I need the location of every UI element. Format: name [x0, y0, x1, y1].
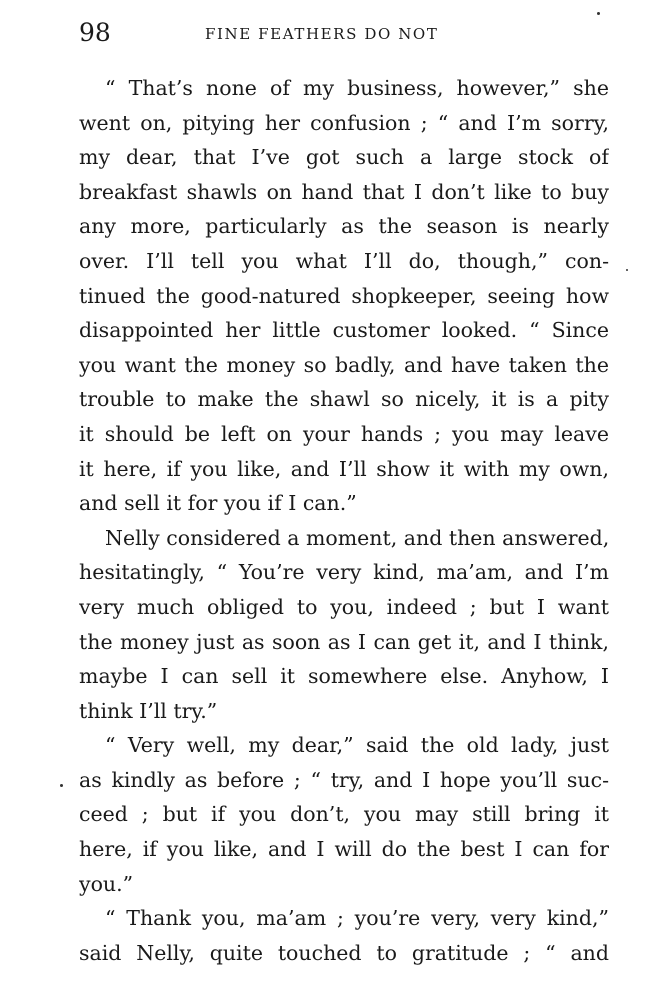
print-speck [60, 784, 63, 787]
text-line: “ Very well, my dear,” said the old lady, just [105, 733, 609, 758]
text-line: here, if you like, and I will do the best I can for [79, 837, 609, 862]
text-line: ceed ; but if you don’t, you may still bring it [79, 802, 609, 827]
text-line: think I’ll try.” [79, 698, 218, 723]
text-line: the money just as soon as I can get it, and I think, [79, 629, 609, 654]
print-speck [597, 12, 600, 15]
text-line: my dear, that I’ve got such a large stock of [79, 145, 609, 170]
text-line: as kindly as before ; “ try, and I hope you’ll suc- [79, 767, 609, 792]
text-line: you.” [79, 871, 134, 896]
text-line: over. I’ll tell you what I’ll do, though,” con- [79, 248, 609, 273]
text-line: “ Thank you, ma’am ; you’re very, very kind,” [105, 906, 609, 931]
text-line: trouble to make the shawl so nicely, it is a pity [79, 387, 609, 412]
text-line: went on, pitying her confusion ; “ and I’m sorry, [79, 110, 609, 135]
running-title: FINE FEATHERS DO NOT [205, 25, 439, 43]
text-line: and sell it for you if I can.” [79, 491, 357, 516]
text-line: it here, if you like, and I’ll show it with my own, [79, 456, 609, 481]
text-line: Nelly considered a moment, and then answered, [105, 525, 609, 550]
body-text [79, 71, 609, 970]
page-number: 98 [79, 18, 111, 47]
text-line: maybe I can sell it somewhere else. Anyhow, I [79, 664, 609, 689]
text-line: hesitatingly, “ You’re very kind, ma’am, and I’m [79, 560, 609, 585]
text-line: it should be left on your hands ; you may leave [79, 421, 609, 446]
text-line: “ That’s none of my business, however,” she [105, 76, 609, 100]
text-line: disappointed her little customer looked. “ Since [79, 318, 609, 343]
text-line: any more, particularly as the season is nearly [79, 214, 609, 239]
print-speck [626, 269, 628, 271]
text-line: said Nelly, quite touched to gratitude ; “ and [79, 940, 609, 965]
text-line: you want the money so badly, and have taken the [79, 352, 609, 377]
text-line: breakfast shawls on hand that I don’t like to buy [79, 179, 609, 204]
text-line: very much obliged to you, indeed ; but I want [79, 594, 609, 619]
text-line: tinued the good-natured shopkeeper, seeing how [79, 283, 609, 308]
